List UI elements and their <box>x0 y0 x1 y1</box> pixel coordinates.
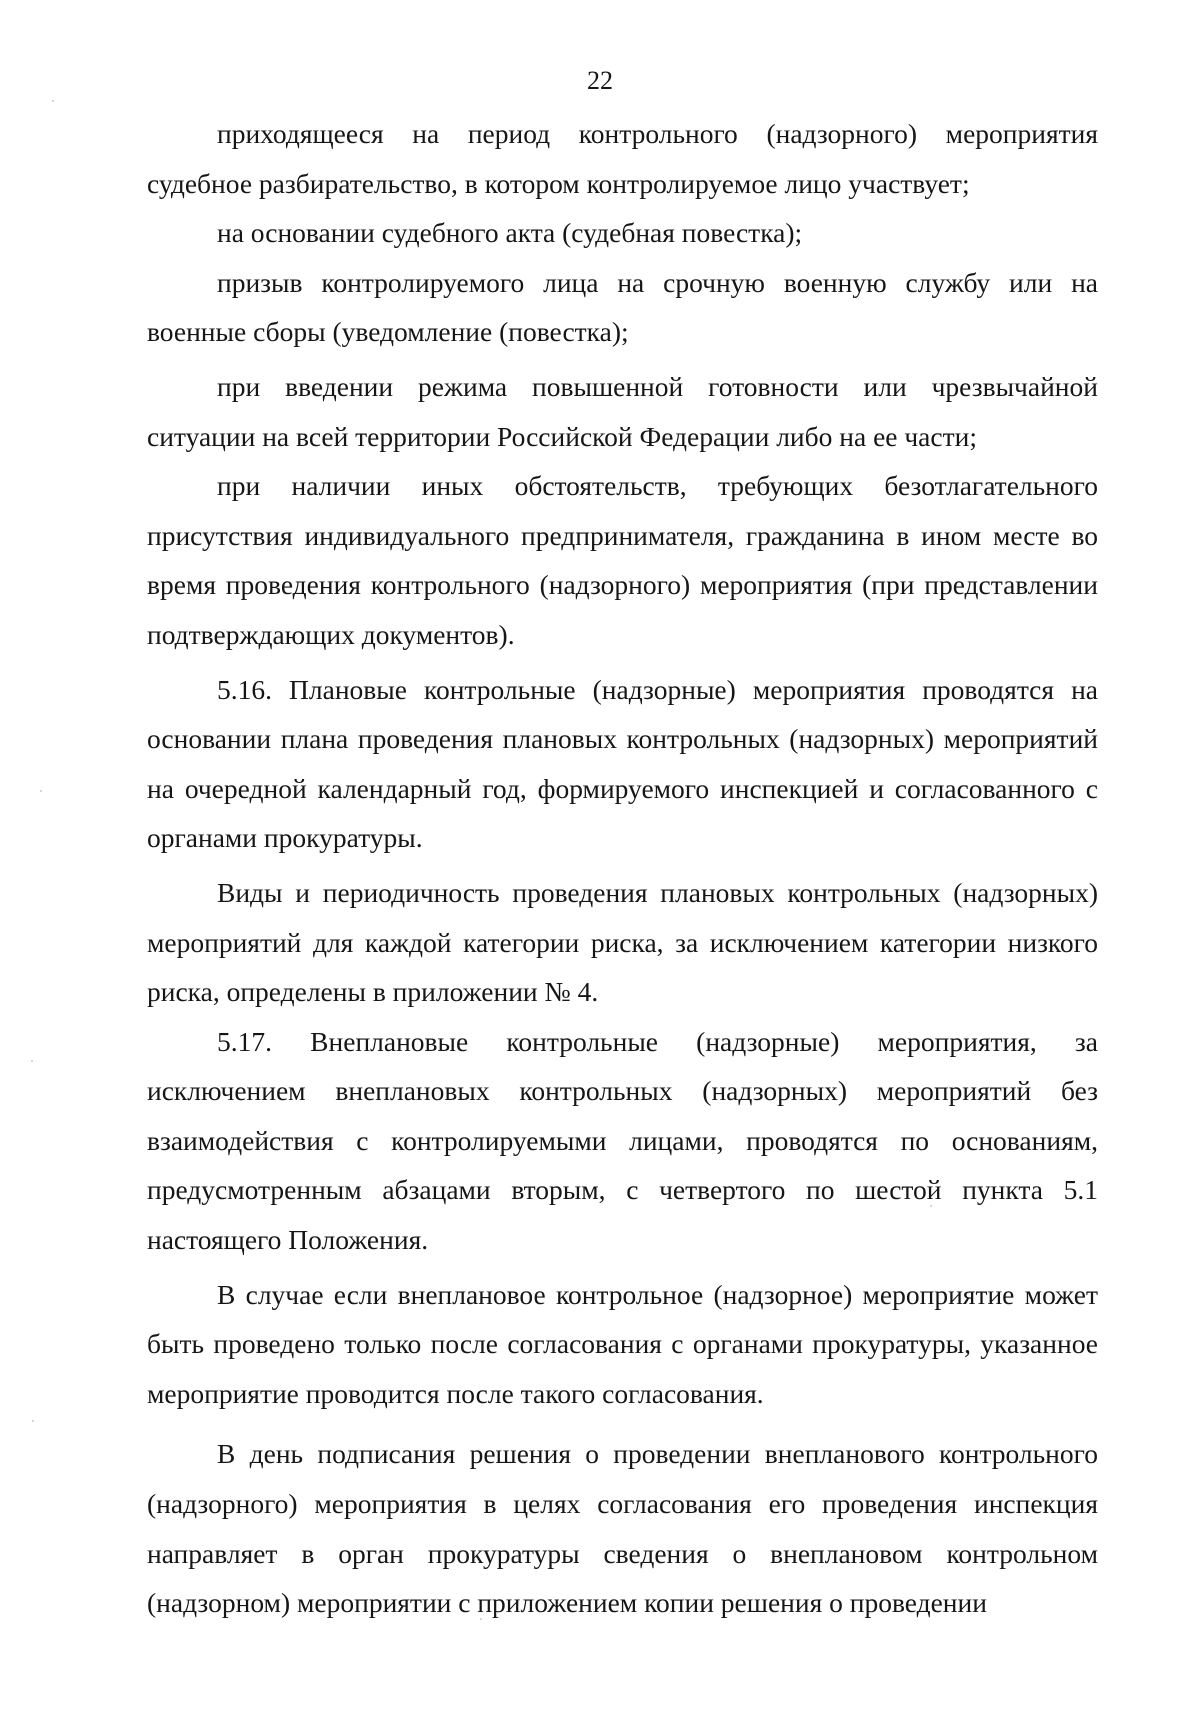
scan-speck <box>32 1420 34 1422</box>
paragraph: при введении режима повышенной готовности или чрезвычайной ситуации на всей территории Российской Федерации либо на ее части; <box>147 370 1098 452</box>
scan-speck <box>52 100 54 102</box>
scan-speck <box>40 790 42 792</box>
paragraph: 5.16. Плановые контрольные (надзорные) мероприятия проводятся на основании плана проведения плановых контрольных (надзорных) мероприятий на очередной календарный год, формируемого инспекцией и согласованного с органами прокуратуры. <box>147 673 1098 854</box>
paragraph: В случае если внеплановое контрольное (надзорное) мероприятие может быть проведено только после согласования с органами прокуратуры, указанное мероприятие проводится после такого согласования. <box>147 1278 1098 1409</box>
page-number: 22 <box>587 66 613 95</box>
paragraph: призыв контролируемого лица на срочную военную службу или на военные сборы (уведомление (повестка); <box>147 266 1098 348</box>
paragraph: приходящееся на период контрольного (надзорного) мероприятия судебное разбирательство, в котором контролируемое лицо участвует; <box>147 118 1098 199</box>
scan-speck <box>930 1205 932 1207</box>
scan-speck <box>31 1060 33 1062</box>
paragraph: В день подписания решения о проведении внепланового контрольного (надзорного) мероприятия в целях согласования его проведения инспекция направляет в орган прокуратуры сведения о внеплановом контрольном (надзорном) мероприятии с приложением копии решения о проведении <box>147 1438 1098 1619</box>
paragraph: при наличии иных обстоятельств, требующих безотлагательного присутствия индивидуального предпринимателя, гражданина в ином месте во время проведения контрольного (надзорного) мероприятия (при представлении подтверждающих документов). <box>147 470 1098 650</box>
paragraph: на основании судебного акта (судебная повестка); <box>217 217 803 249</box>
scan-speck <box>480 1618 482 1620</box>
paragraph: 5.17. Внеплановые контрольные (надзорные) мероприятия, за исключением внеплановых контрольных (надзорных) мероприятий без взаимодействия с контролируемыми лицами, проводятся по основаниям, предусмотренным абзацами вторым, с четвертого по шестой пункта 5.1 настоящего Положения. <box>147 1025 1098 1256</box>
paragraph: Виды и периодичность проведения плановых контрольных (надзорных) мероприятий для каждой категории риска, за исключением категории низкого риска, определены в приложении № 4. <box>147 876 1098 1008</box>
document-body <box>147 109 1098 1628</box>
